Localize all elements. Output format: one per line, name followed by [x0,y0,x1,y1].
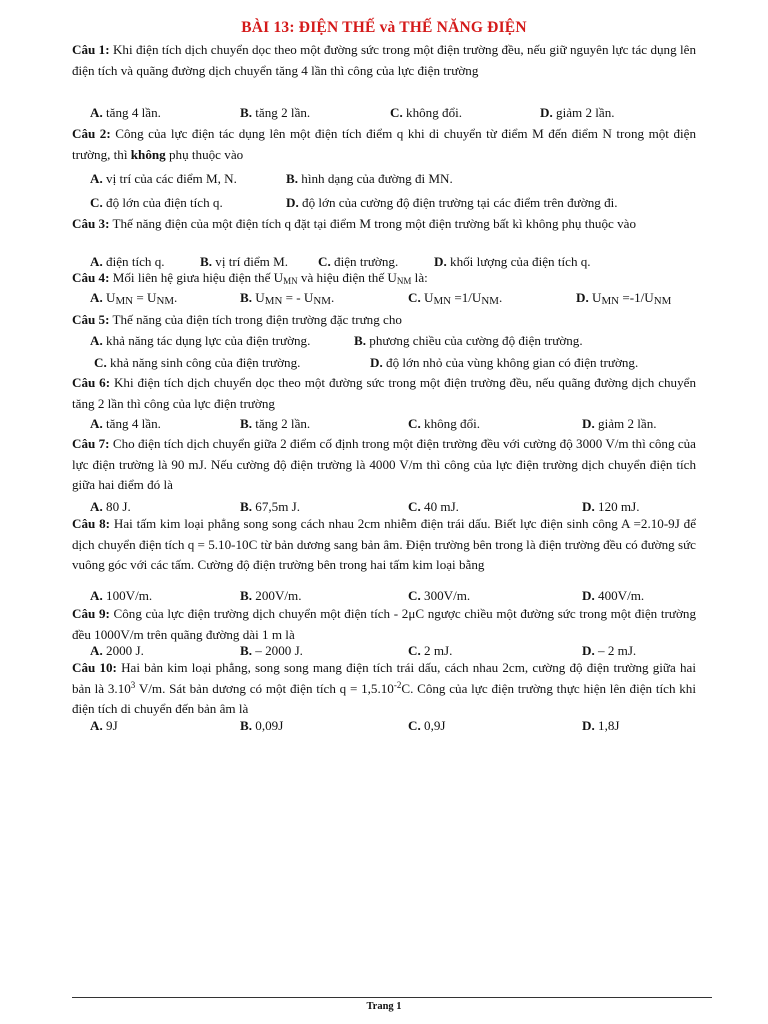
question-number: Câu 6: [72,375,111,390]
question-number: Câu 10: [72,660,117,675]
option-b: B. tăng 2 lần. [240,416,311,431]
question-1 [72,40,696,81]
option-d: D. 400V/m. [582,588,645,603]
question-text: phụ thuộc vào [165,146,244,162]
option-b: B. 67,5m J. [240,499,301,514]
question-text: Khi điện tích dịch chuyển dọc theo một đường sức trong một điện trường đều, nếu quãng đường dịch chuyển tăng 2 lần thì công của lực điện trường [72,375,697,411]
option-b: B. 200V/m. [240,588,302,603]
option-b: B. $U_{MN}$ = - $U_{NM}$. [240,290,335,307]
question-number: Câu 7: [72,436,110,451]
option-b: B. – 2000 J. [240,643,303,658]
option-c: C. điện trường. [318,254,399,269]
option-c: C. $U_{MN} =1/U_{NM}$. [408,290,503,307]
option-b: B. vị trí điểm M. [200,254,289,269]
question-number: Câu 2: [72,126,111,141]
option-d: D. giảm 2 lần. [582,416,657,431]
question-text-bold: không [130,146,166,162]
question-text: V/m. Sát bản dương có một điện tích q = 1,5.10 [135,680,394,696]
options-row [90,169,696,189]
option-a: A. khả năng tác dụng lực của điện trường. [90,333,311,348]
question-number: Câu 3: [72,216,110,231]
option-c: C. 40 mJ. [408,499,459,514]
question-number: Câu 1: [72,42,110,57]
question-number: Câu 5: [72,312,110,327]
option-d: D. 1,8J [582,718,620,733]
question-number: Câu 9: [72,606,110,621]
option-d: D. giảm 2 lần. [540,105,615,120]
subscript: MN [283,276,298,286]
page-title: BÀI 13: ĐIỆN THẾ và THẾ NĂNG ĐIỆN [241,19,527,36]
question-text: Công của lực điện trường dịch chuyển một điện tích - 2μC ngược chiều một đường sức trong một điện trường đều 1000V/m trên quãng đường dài 1 m là [72,606,697,642]
page-number: Trang 1 [366,1001,402,1012]
option-a: A. 9J [90,718,118,733]
question-2 [72,124,696,165]
options-row [90,288,696,308]
options-row [90,193,696,213]
option-c: C. 300V/m. [408,588,471,603]
question-text: Hai tấm kim loại phẳng song song cách nhau 2cm nhiễm điện trái dấu. Biết lực điện sinh công A =2.10-9J để dịch chuyển điện tích q = 5.10-10C từ bản dương sang bản âm. Điện trường bên trong là điện trường đều có đường sức vuông góc với các tấm. Cường độ điện trường bên trong hai tấm kim loại bằng [72,516,697,572]
option-c: C. không đổi. [390,105,463,120]
options-row [90,716,696,736]
superscript: -2 [393,679,402,690]
option-d: D. $U_{MN} =-1/U_{NM}$ [576,290,672,307]
option-a: A. tăng 4 lần. [90,416,161,431]
question-text: là: [411,270,428,285]
option-d: D. độ lớn của cường độ điện trường tại các điểm trên đường đi. [286,195,618,210]
question-text: Cho điện tích dịch chuyển giữa 2 điểm cố định trong một điện trường đều với cường độ 3000 V/m thì công của lực điện trường là 90 mJ. Nếu cường độ điện trường là 4000 V/m thì công của lực điện trường dịch chuyển điện tích giữa hai điểm đó là [72,436,696,492]
question-4 [72,268,696,289]
question-text: Thế năng điện của một điện tích q đặt tại điểm M trong một điện trường bất kì không phụ thuộc vào [109,216,636,231]
option-c: C. 2 mJ. [408,643,453,658]
option-d: D. độ lớn nhỏ của vùng không gian có điện trường. [370,355,639,370]
option-c: C. khả năng sinh công của điện trường. [94,355,301,370]
option-a: A. $U_{MN} = U_{NM}$. [90,290,178,307]
option-a: A. 100V/m. [90,588,153,603]
question-text: Hai bản kim loại phẳng, song song mang điện tích trái dấu, cách nhau 2cm, cường độ điện trường giữa hai bản là 3.10 [72,660,697,696]
option-b: B. phương chiều của cường độ điện trường. [354,333,583,348]
question-7 [72,434,696,496]
option-d: D. khối lượng của điện tích q. [434,254,591,269]
question-text: Thế năng của điện tích trong điện trường đặc trưng cho [109,312,402,327]
option-a: A. tăng 4 lần. [90,105,161,120]
options-row [90,353,696,373]
question-number: Câu 8: [72,516,111,531]
option-a: A. vị trí của các điểm M, N. [90,171,237,186]
options-row [90,331,696,351]
option-b: B. tăng 2 lần. [240,105,311,120]
options-row [90,103,696,123]
option-c: C. độ lớn của điện tích q. [90,195,223,210]
option-d: D. 120 mJ. [582,499,640,514]
options-row [90,414,696,434]
question-text: và hiệu điện thế U [297,270,397,285]
question-text: C. Công của lực điện trường thực hiện lên điện tích khi điện tích di chuyển đến bản âm là [72,680,696,716]
question-10 [72,658,696,720]
option-d: D. – 2 mJ. [582,643,637,658]
superscript: 3 [130,679,136,690]
option-b: B. hình dạng của đường đi MN. [286,171,453,186]
option-a: A. 80 J. [90,499,131,514]
footer-divider [72,997,712,998]
question-3 [72,214,696,235]
option-a: A. điện tích q. [90,254,165,269]
question-8 [72,514,696,576]
option-c: C. không đổi. [408,416,481,431]
option-b: B. 0,09J [240,718,284,733]
option-c: C. 0,9J [408,718,446,733]
question-6 [72,373,696,414]
question-text: Khi điện tích dịch chuyển dọc theo một đường sức trong một điện trường đều, nếu giữ nguyên lực tác dụng lên điện tích và quãng đường dịch chuyển tăng 4 lần thì công của lực điện trường [72,42,696,78]
subscript: NM [396,276,412,286]
question-text: Mối liên hệ giưa hiệu điện thế U [109,270,284,285]
option-a: A. 2000 J. [90,643,144,658]
question-9 [72,604,696,645]
question-number: Câu 4: [72,270,110,285]
options-row [90,586,696,606]
question-5 [72,310,696,331]
question-text: Công của lực điện tác dụng lên một điện tích điểm q khi di chuyển từ điểm M đến điểm N trong một điện trường, thì [72,126,696,162]
